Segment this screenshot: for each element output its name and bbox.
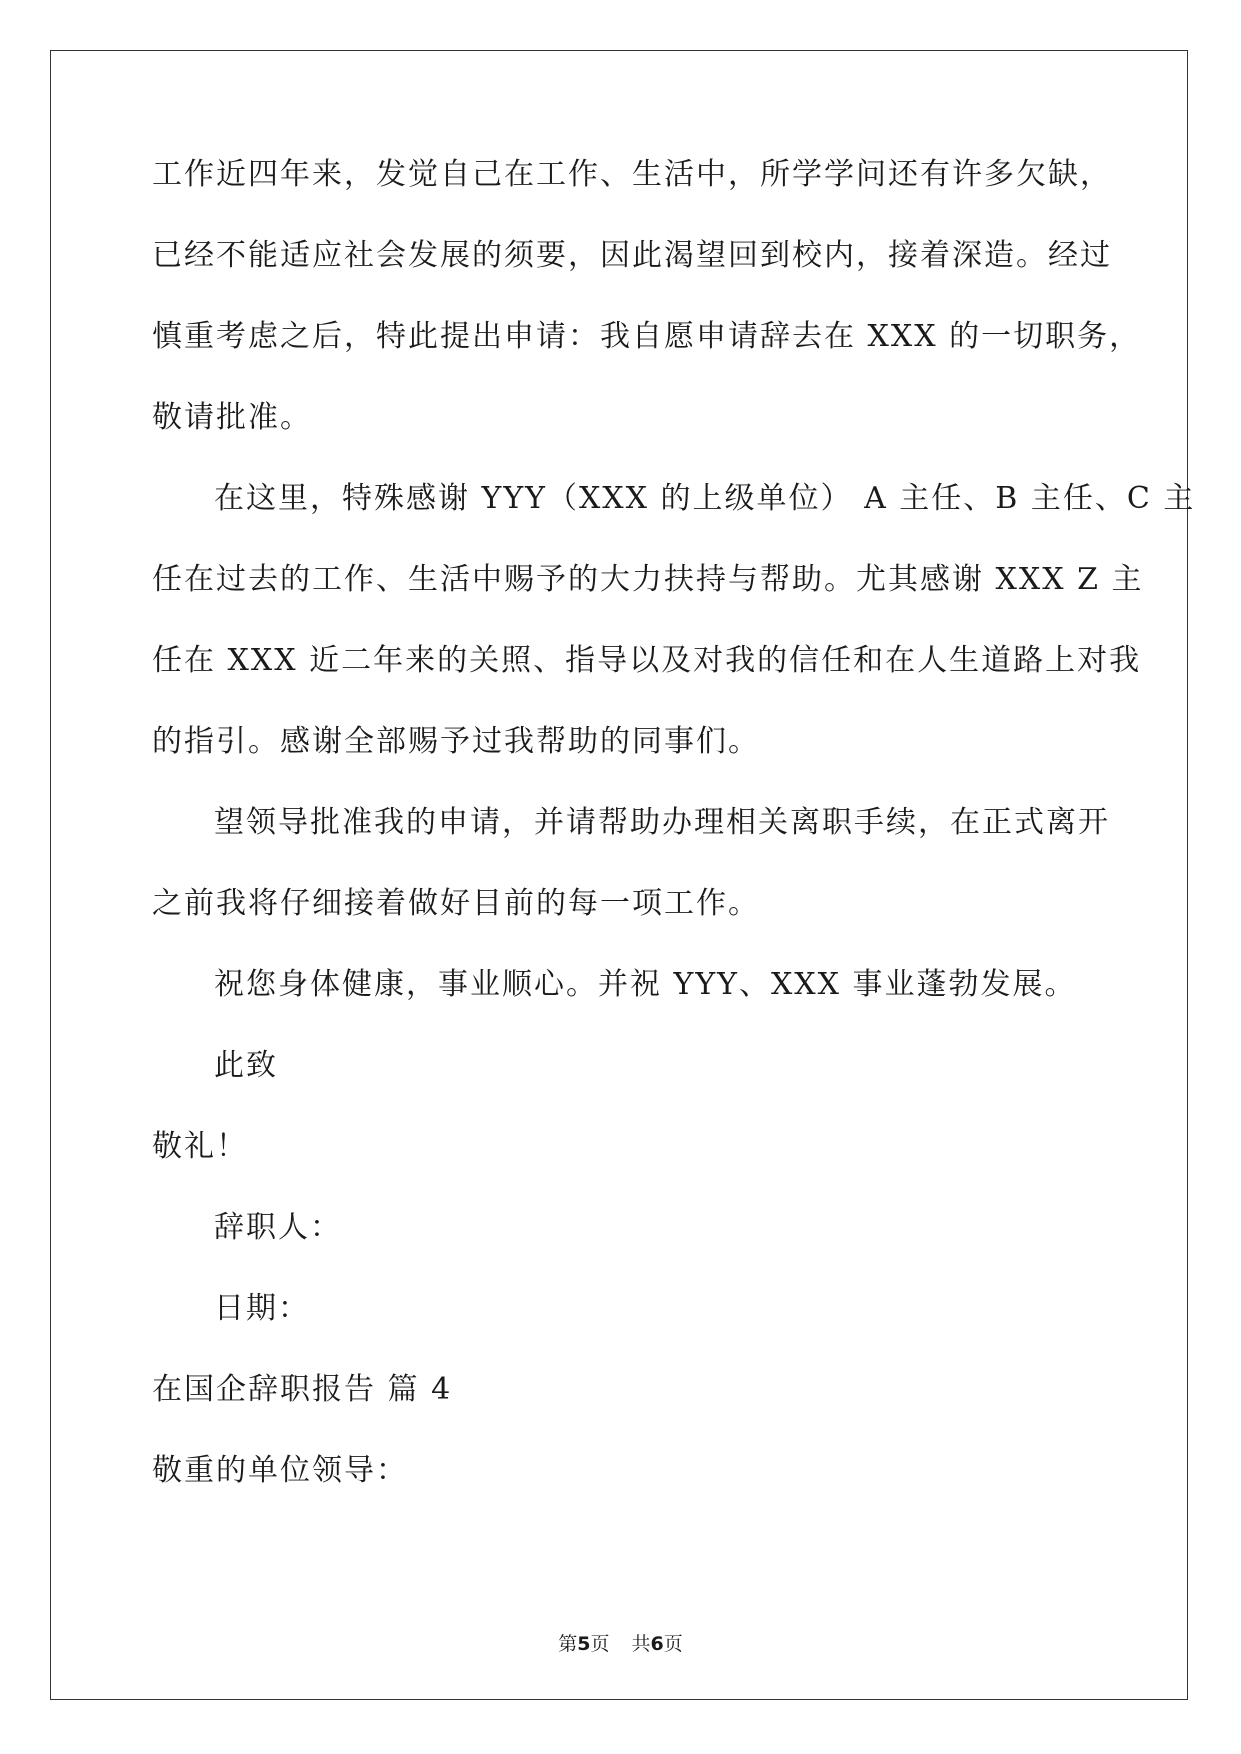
signature-label: 辞职人：	[214, 1210, 342, 1245]
closing-regards: 敬礼！	[152, 1129, 248, 1164]
paragraph-line: 已经不能适应社会发展的须要，因此渴望回到校内，接着深造。经过	[152, 238, 1112, 273]
section-heading: 在国企辞职报告 篇 4	[152, 1372, 453, 1407]
total-page-count: 6	[650, 1633, 664, 1655]
page-prefix: 第	[558, 1633, 578, 1655]
paragraph-line: 在这里，特殊感谢 YYY（XXX 的上级单位） A 主任、B 主任、C 主	[214, 481, 1196, 516]
total-prefix: 共	[631, 1633, 651, 1655]
greeting-line: 敬重的单位领导：	[152, 1453, 408, 1488]
page-suffix: 页	[590, 1633, 610, 1655]
page-footer	[0, 1629, 1241, 1656]
paragraph-line: 慎重考虑之后，特此提出申请：我自愿申请辞去在 XXX 的一切职务，	[152, 319, 1142, 354]
paragraph-line: 任在 XXX 近二年来的关照、指导以及对我的信任和在人生道路上对我	[152, 643, 1142, 678]
paragraph-line: 敬请批准。	[152, 400, 312, 435]
paragraph-line: 望领导批准我的申请，并请帮助办理相关离职手续，在正式离开	[214, 805, 1110, 840]
paragraph-line: 工作近四年来，发觉自己在工作、生活中，所学学问还有许多欠缺，	[152, 157, 1112, 192]
closing-salutation: 此致	[214, 1048, 278, 1083]
paragraph-line: 任在过去的工作、生活中赐予的大力扶持与帮助。尤其感谢 XXX Z 主	[152, 562, 1144, 597]
paragraph-line: 的指引。感谢全部赐予过我帮助的同事们。	[152, 724, 760, 759]
paragraph-line: 之前我将仔细接着做好目前的每一项工作。	[152, 886, 760, 921]
paragraph-line: 祝您身体健康，事业顺心。并祝 YYY、XXX 事业蓬勃发展。	[214, 967, 1077, 1002]
current-page-number: 5	[577, 1633, 591, 1655]
total-suffix: 页	[663, 1633, 683, 1655]
document-body	[152, 157, 1196, 1537]
date-label: 日期：	[214, 1291, 310, 1326]
